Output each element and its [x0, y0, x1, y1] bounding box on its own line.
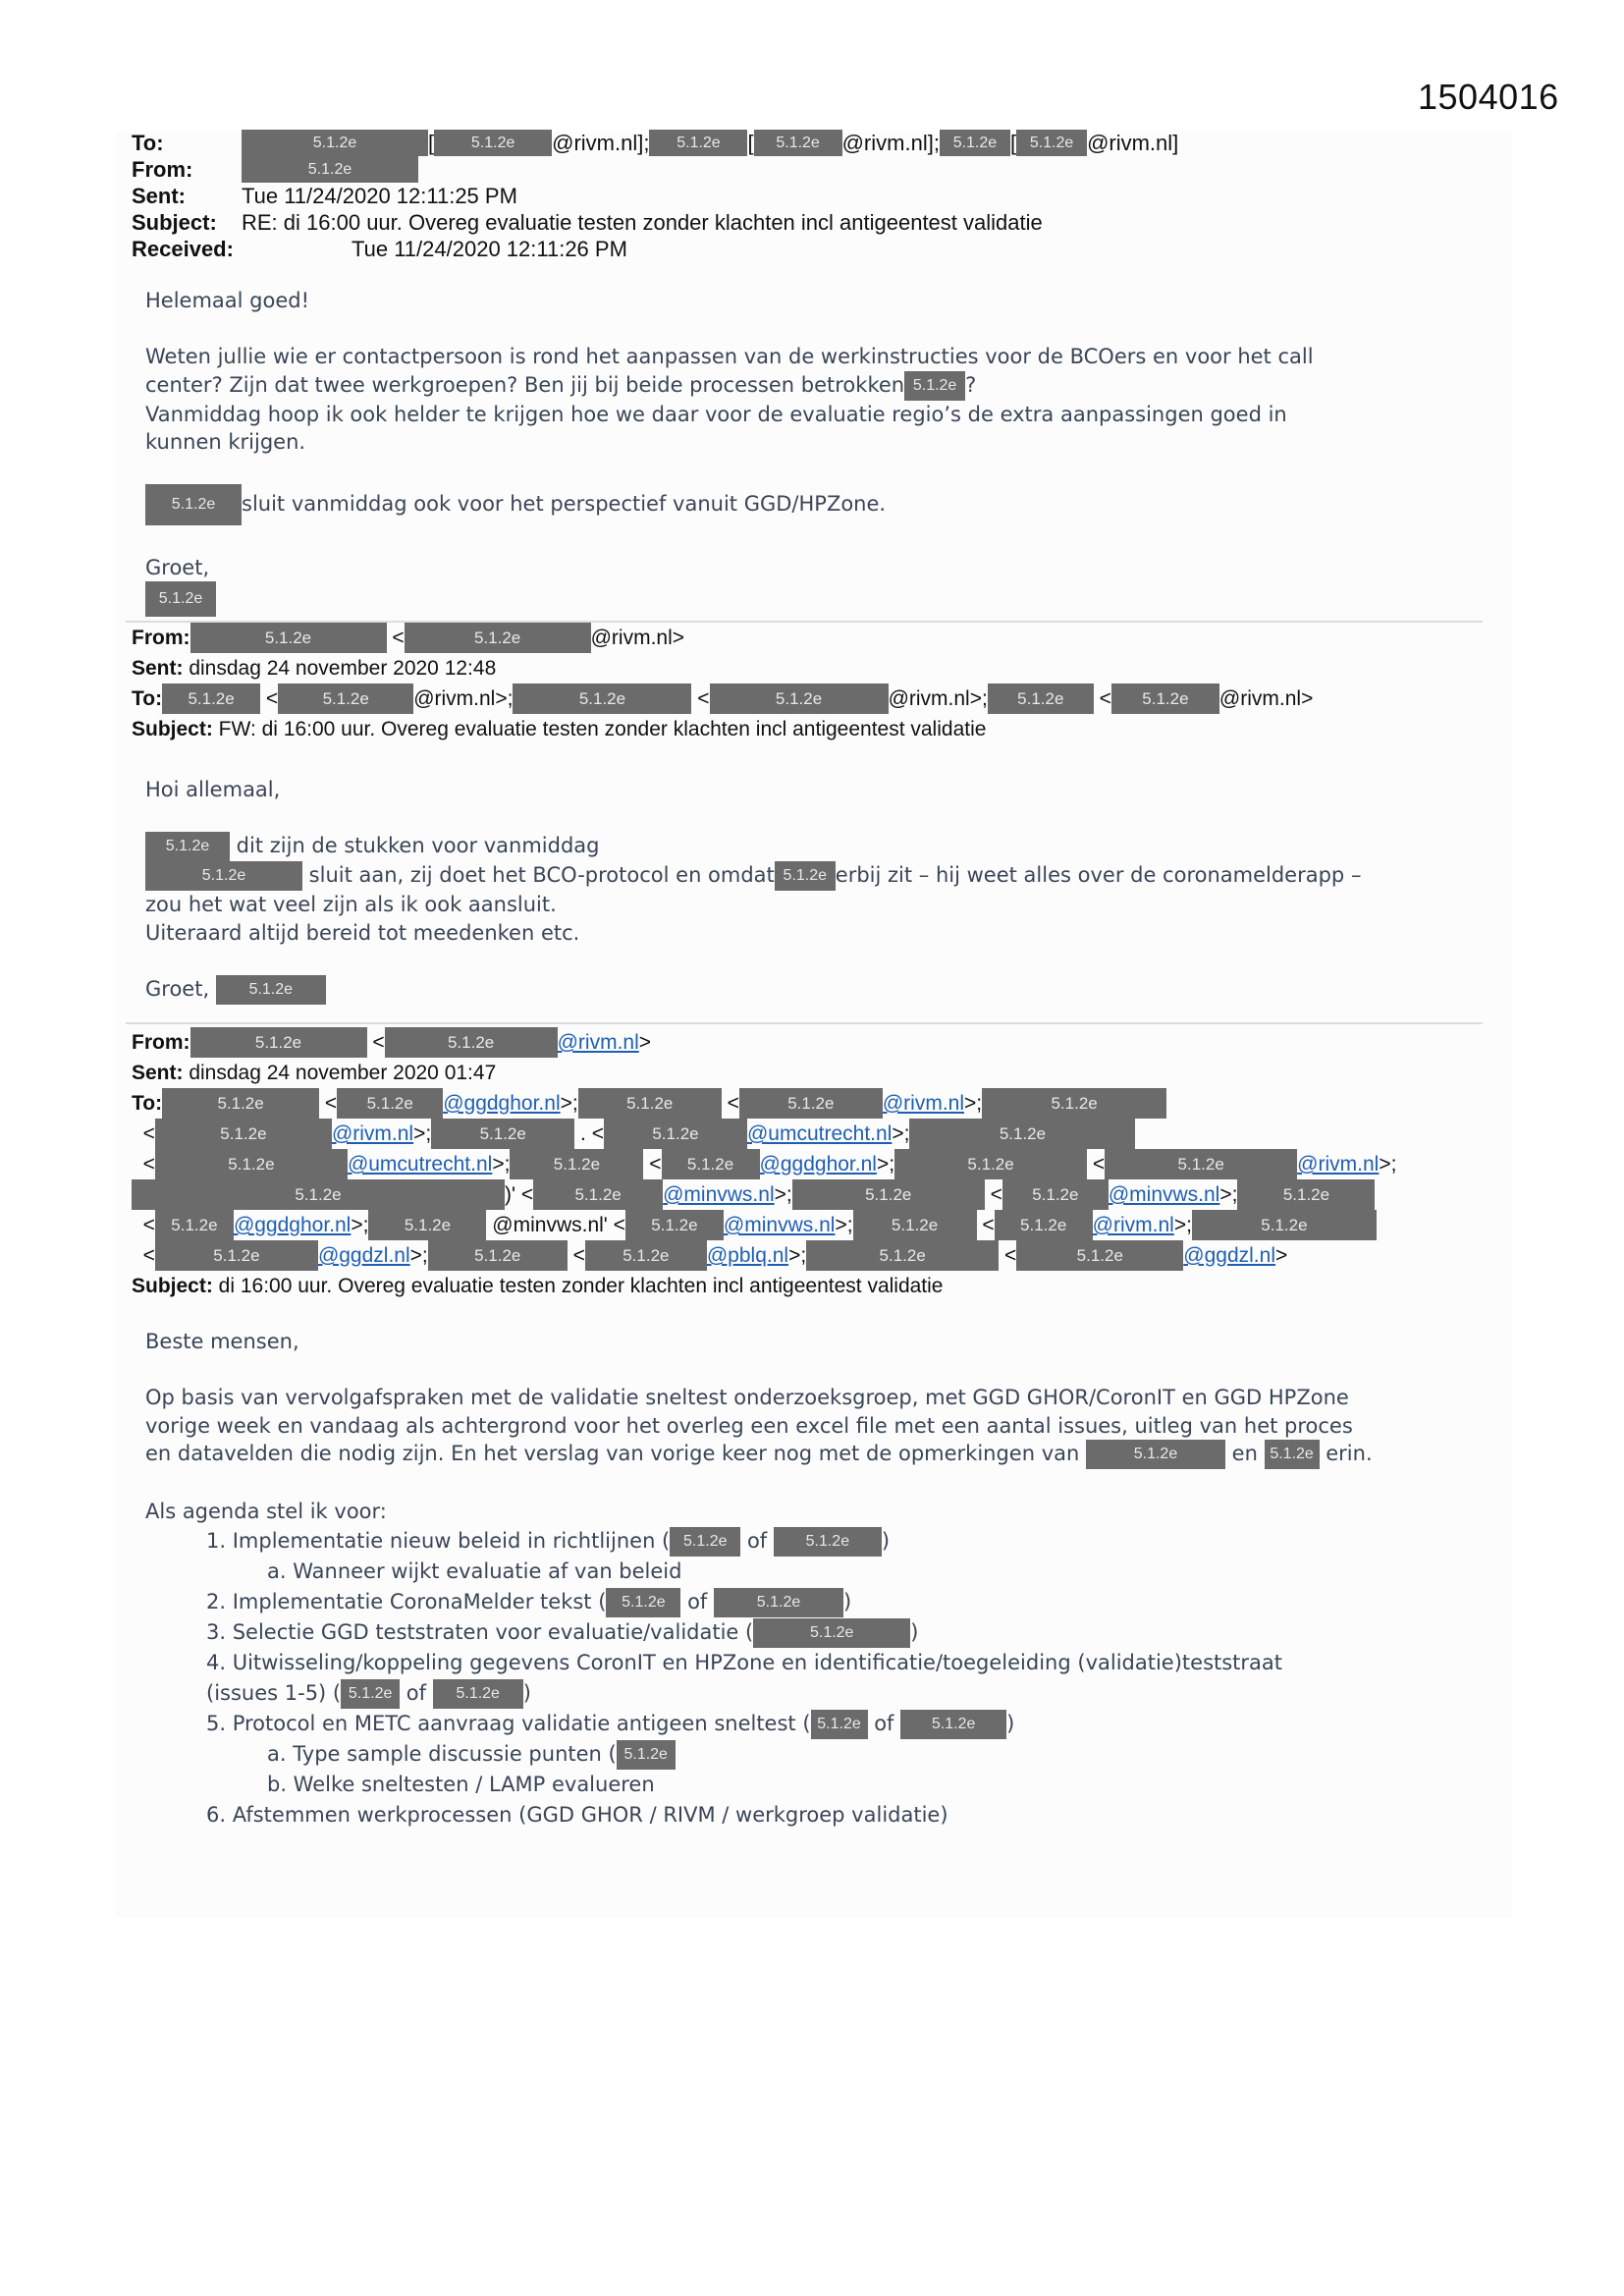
header-row — [132, 623, 1313, 653]
email-link[interactable]: @ggdghor.nl — [443, 1092, 561, 1115]
body-line — [145, 891, 1361, 919]
redaction-box: 5.1.2e — [341, 1679, 400, 1709]
redaction-box: 5.1.2e — [578, 1088, 722, 1119]
text-segment: >; — [964, 1092, 983, 1115]
sent-label: Sent: — [132, 184, 186, 208]
redaction-box: 5.1.2e — [155, 1149, 348, 1179]
text-segment: Vanmiddag hoop ik ook helder te krijgen hoe we daar voor de evaluatie regio’s de extra aanpassingen goed in — [145, 402, 1287, 426]
text-segment: sluit vanmiddag ook voor het perspectief vanuit GGD/HPZone. — [242, 492, 887, 516]
text-segment: of — [680, 1590, 714, 1613]
text-segment: 5. Protocol en METC aanvraag validatie antigeen sneltest ( — [206, 1712, 811, 1735]
redaction-box: 5.1.2e — [1192, 1210, 1377, 1240]
redaction-box: 5.1.2e — [405, 623, 591, 653]
redaction-box: 5.1.2e — [792, 1179, 985, 1210]
body-line — [145, 1469, 1373, 1498]
text-segment: >; — [413, 1122, 432, 1145]
text-segment: ) — [1006, 1712, 1015, 1735]
redaction-box: 5.1.2e — [775, 861, 836, 891]
agenda-item — [145, 1617, 1282, 1648]
text-segment: FW: di 16:00 uur. Overeg evaluatie testen zonder klachten incl antigeentest validatie — [212, 718, 987, 740]
redaction-box: 5.1.2e — [754, 130, 842, 156]
email-link[interactable]: @pblq.nl — [706, 1244, 789, 1267]
redaction-box: 5.1.2e — [434, 130, 552, 156]
text-segment: [ — [1009, 131, 1017, 155]
received-label: Received: — [132, 237, 234, 261]
redaction-box: 5.1.2e — [155, 1240, 318, 1271]
redaction-box: 5.1.2e — [145, 581, 216, 617]
sent-value: Tue 11/24/2020 12:11:25 PM — [242, 184, 517, 208]
received-value: Tue 11/24/2020 12:11:26 PM — [352, 237, 627, 261]
body-line — [145, 1440, 1373, 1469]
body-line — [145, 832, 1361, 861]
agenda-item — [145, 1648, 1282, 1678]
from-sender — [242, 156, 418, 183]
redaction-box: 5.1.2e — [162, 1088, 319, 1119]
redaction-box: 5.1.2e — [337, 1088, 443, 1119]
agenda-item — [145, 1739, 1282, 1770]
text-segment: dinsdag 24 november 2020 01:47 — [183, 1062, 497, 1084]
text-segment: @rivm.nl] — [1087, 131, 1179, 155]
body-line — [145, 371, 1314, 401]
header-row — [132, 653, 1313, 683]
text-segment: vorige week en vandaag als achtergrond voor het overleg een excel file met een aantal issues, uitleg van het proces — [145, 1413, 1353, 1438]
body-line — [145, 1384, 1373, 1412]
email-link[interactable]: @ggdzl.nl — [1183, 1244, 1275, 1267]
email-link[interactable]: @rivm.nl — [331, 1122, 414, 1145]
text-segment: 3. Selectie GGD teststraten voor evaluatie/validatie ( — [206, 1620, 754, 1644]
redaction-box: 5.1.2e — [904, 371, 965, 401]
text-segment: of — [740, 1529, 774, 1553]
text-segment: Hoi allemaal, — [145, 778, 281, 801]
text-segment: @rivm.nl]; — [841, 131, 940, 155]
redaction-box: 5.1.2e — [132, 1179, 505, 1210]
text-segment: @rivm.nl]; — [552, 131, 650, 155]
text-segment: < — [1093, 687, 1111, 710]
body-line — [145, 1412, 1373, 1441]
text-segment: di 16:00 uur. Overeg evaluatie testen zonder klachten incl antigeentest validatie — [212, 1275, 944, 1297]
text-segment: Op basis van vervolgafspraken met de validatie sneltest onderzoeksgroep, met GGD GHOR/CoronIT en GGD HPZone — [145, 1386, 1349, 1409]
text-segment: 4. Uitwisseling/koppeling gegevens CoronIT en HPZone en identificatie/toegeleiding (validatie)teststraat — [206, 1651, 1283, 1674]
text-segment: >; — [788, 1244, 807, 1267]
text-segment: Uiteraard altijd bereid tot meedenken etc. — [145, 920, 580, 945]
body-line — [145, 947, 1361, 975]
redaction-box: 5.1.2e — [533, 1179, 663, 1210]
text-segment: < — [976, 1214, 995, 1236]
text-segment: @rivm.nl> — [590, 627, 685, 649]
redaction-box: 5.1.2e — [216, 975, 326, 1005]
text-segment: a. Wanneer wijkt evaluatie af van beleid — [267, 1559, 682, 1583]
redaction-box: 5.1.2e — [162, 683, 260, 714]
email-link[interactable]: @minvws.nl — [723, 1214, 836, 1236]
body-line — [145, 343, 1314, 371]
text-segment: < — [984, 1183, 1002, 1206]
header-row — [132, 683, 1313, 714]
text-segment: @rivm.nl>; — [888, 687, 988, 710]
email-link[interactable]: @minvws.nl — [663, 1183, 775, 1206]
email-link[interactable]: @rivm.nl — [1092, 1214, 1174, 1236]
email-link[interactable]: @rivm.nl — [882, 1092, 964, 1115]
header-row — [132, 1088, 1396, 1119]
redaction-box: 5.1.2e — [894, 1149, 1087, 1179]
text-segment: (issues 1-5) ( — [206, 1681, 342, 1705]
body-line — [145, 975, 1361, 1005]
body-line — [145, 401, 1314, 429]
body-line — [145, 1498, 1373, 1526]
text-segment: >; — [1379, 1153, 1397, 1175]
redaction-box: 5.1.2e — [433, 1679, 523, 1709]
text-segment: Helemaal goed! — [145, 289, 310, 312]
text-segment: >; — [892, 1122, 910, 1145]
header-row — [132, 1149, 1396, 1179]
redaction-box: 5.1.2e — [806, 1240, 999, 1271]
from-label: From: — [132, 157, 193, 182]
body-line — [145, 525, 1314, 554]
text-segment: < — [691, 687, 710, 710]
text-segment: >; — [1173, 1214, 1192, 1236]
redaction-box: 5.1.2e — [585, 1240, 707, 1271]
body-line — [145, 484, 1314, 525]
text-segment: < — [132, 1244, 155, 1267]
redaction-box: 5.1.2e — [513, 683, 691, 714]
header-label: To: — [132, 687, 163, 710]
header-label: To: — [132, 1092, 163, 1115]
text-segment: . < — [574, 1122, 604, 1145]
text-segment: < — [132, 1122, 155, 1145]
text-segment: < — [1087, 1153, 1106, 1175]
text-segment: < — [567, 1244, 585, 1267]
redaction-box: 5.1.2e — [155, 1119, 332, 1149]
redaction-box: 5.1.2e — [428, 1240, 568, 1271]
agenda-item — [145, 1800, 1282, 1831]
redaction-box: 5.1.2e — [710, 683, 889, 714]
text-segment: < — [319, 1092, 338, 1115]
redaction-box: 5.1.2e — [385, 1027, 558, 1058]
header-row — [132, 1210, 1396, 1240]
redaction-box: 5.1.2e — [1002, 1179, 1109, 1210]
text-segment: >; — [835, 1214, 853, 1236]
text-segment: >; — [1219, 1183, 1238, 1206]
text-segment: @rivm.nl> — [1218, 687, 1314, 710]
text-segment: kunnen krijgen. — [145, 430, 306, 454]
text-segment: >; — [774, 1183, 792, 1206]
text-segment: of — [867, 1712, 901, 1735]
text-segment: Groet, — [145, 976, 216, 1001]
text-segment: > — [1274, 1244, 1288, 1267]
page-number: 1504016 — [1418, 77, 1559, 117]
redaction-box: 5.1.2e — [145, 484, 242, 525]
text-segment: Groet, — [145, 555, 210, 579]
email-link[interactable]: @ggdzl.nl — [317, 1244, 410, 1267]
text-segment: >; — [351, 1214, 369, 1236]
header-label: From: — [132, 1031, 190, 1054]
header-row — [132, 1058, 1396, 1088]
redaction-box: 5.1.2e — [988, 683, 1094, 714]
redaction-box: 5.1.2e — [649, 130, 747, 156]
text-segment: >; — [560, 1092, 578, 1115]
subject-value: RE: di 16:00 uur. Overeg evaluatie testen zonder klachten incl antigeentest validatie — [242, 210, 1043, 235]
redaction-box: 5.1.2e — [1237, 1179, 1375, 1210]
email-link[interactable]: @ggdghor.nl — [759, 1153, 877, 1175]
header-label: Sent: — [132, 1062, 184, 1084]
redaction-box: 5.1.2e — [190, 623, 387, 653]
redaction-box: 5.1.2e — [625, 1210, 724, 1240]
redaction-box: 5.1.2e — [242, 130, 428, 156]
text-segment: Beste mensen, — [145, 1330, 299, 1353]
message-2-body — [145, 776, 1361, 1005]
text-segment: @minvws.nl' < — [486, 1214, 625, 1236]
text-segment: Weten jullie wie er contactpersoon is rond het aanpassen van de werkinstructies voor de BCOers en voor het call — [145, 345, 1314, 368]
redaction-box: 5.1.2e — [739, 1088, 883, 1119]
subject-label: Subject: — [132, 210, 217, 235]
text-segment: dinsdag 24 november 2020 12:48 — [183, 657, 497, 680]
email-link[interactable]: @umcutrecht.nl — [347, 1153, 493, 1175]
text-segment: zou het wat veel zijn als ik ook aansluit. — [145, 893, 557, 916]
text-segment: >; — [492, 1153, 511, 1175]
text-segment: ) — [522, 1681, 531, 1705]
text-segment: < — [260, 687, 279, 710]
header-row — [132, 1119, 1396, 1149]
header-label: Subject: — [132, 718, 213, 740]
message-3-body — [145, 1328, 1373, 1525]
text-segment: ) — [881, 1529, 891, 1553]
redaction-box: 5.1.2e — [431, 1119, 574, 1149]
redaction-box: 5.1.2e — [510, 1149, 643, 1179]
text-segment: en datavelden die nodig zijn. En het verslag van vorige keer nog met de opmerkingen van — [145, 1442, 1086, 1465]
body-line — [145, 804, 1361, 833]
text-segment: erin. — [1319, 1442, 1373, 1465]
text-segment: en — [1224, 1442, 1265, 1465]
body-line — [145, 287, 1314, 315]
text-segment: @rivm.nl>; — [413, 687, 514, 710]
redaction-box: 5.1.2e — [242, 156, 418, 183]
header-row — [132, 1179, 1396, 1210]
agenda-item — [145, 1770, 1282, 1800]
body-line — [145, 457, 1314, 485]
agenda-item — [145, 1587, 1282, 1617]
text-segment: ? — [965, 372, 977, 397]
header-row — [132, 1027, 1396, 1058]
header-row — [132, 1240, 1396, 1271]
agenda-item — [145, 1557, 1282, 1587]
email-link[interactable]: @minvws.nl — [1108, 1183, 1220, 1206]
body-line — [145, 428, 1314, 457]
email-link[interactable]: @umcutrecht.nl — [746, 1122, 893, 1145]
body-line — [145, 1328, 1373, 1356]
redaction-box: 5.1.2e — [190, 1027, 367, 1058]
redaction-box: 5.1.2e — [1105, 1149, 1297, 1179]
text-segment: ) — [910, 1620, 919, 1644]
text-segment: < — [999, 1244, 1017, 1267]
redaction-box: 5.1.2e — [670, 1527, 740, 1557]
text-segment: 2. Implementatie CoronaMelder tekst ( — [206, 1590, 607, 1613]
body-line — [145, 919, 1361, 948]
redaction-box: 5.1.2e — [662, 1149, 760, 1179]
message-separator — [126, 1022, 1483, 1024]
text-segment: < — [386, 627, 405, 649]
body-line — [145, 861, 1361, 891]
redaction-box: 5.1.2e — [714, 1588, 843, 1617]
redaction-box: 5.1.2e — [1111, 683, 1219, 714]
email-link[interactable]: @ggdghor.nl — [233, 1214, 352, 1236]
redaction-box: 5.1.2e — [368, 1210, 486, 1240]
text-segment: of — [400, 1681, 433, 1705]
redaction-box: 5.1.2e — [909, 1119, 1135, 1149]
text-segment: [ — [428, 131, 435, 155]
redaction-box: 5.1.2e — [1016, 130, 1087, 156]
agenda-list — [145, 1526, 1282, 1831]
agenda-item — [145, 1709, 1282, 1739]
redaction-box: 5.1.2e — [940, 130, 1010, 156]
header-label: Sent: — [132, 657, 184, 680]
to-label: To: — [132, 131, 164, 155]
header-label: Subject: — [132, 1275, 213, 1297]
text-segment: < — [366, 1031, 385, 1054]
text-segment: < — [643, 1153, 662, 1175]
redaction-box: 5.1.2e — [900, 1710, 1006, 1739]
redaction-box: 5.1.2e — [155, 1210, 234, 1240]
text-segment: dit zijn de stukken voor vanmiddag — [230, 834, 600, 857]
message-1-body — [145, 287, 1314, 617]
text-segment: >; — [876, 1153, 895, 1175]
redaction-box: 5.1.2e — [604, 1119, 747, 1149]
agenda-item — [145, 1678, 1282, 1709]
redaction-box: 5.1.2e — [1086, 1440, 1225, 1469]
text-segment: b. Welke sneltesten / LAMP evalueren — [267, 1773, 655, 1796]
redaction-box: 5.1.2e — [606, 1588, 680, 1617]
body-line — [145, 776, 1361, 804]
header-row — [132, 1271, 1396, 1301]
text-segment: < — [721, 1092, 739, 1115]
text-segment: >; — [409, 1244, 428, 1267]
text-segment: erbij zit – hij weet alles over de coronamelderapp – — [835, 863, 1362, 887]
redaction-box: 5.1.2e — [1016, 1240, 1183, 1271]
agenda-item — [145, 1526, 1282, 1557]
body-line — [145, 554, 1314, 582]
redaction-box: 5.1.2e — [278, 683, 413, 714]
redaction-box: 5.1.2e — [753, 1618, 910, 1648]
redaction-box: 5.1.2e — [145, 832, 230, 861]
text-segment: )' < — [505, 1183, 534, 1206]
email-link[interactable]: @rivm.nl — [1297, 1153, 1380, 1175]
text-segment: ) — [843, 1590, 852, 1613]
text-segment: [ — [747, 131, 754, 155]
text-segment: < — [132, 1153, 155, 1175]
redaction-box: 5.1.2e — [995, 1210, 1093, 1240]
body-line — [145, 1356, 1373, 1385]
header-row — [132, 714, 1313, 744]
to-recipients — [242, 130, 1178, 156]
message-3-header — [132, 1027, 1396, 1301]
redaction-box: 5.1.2e — [1265, 1440, 1320, 1469]
email-link[interactable]: @rivm.nl — [557, 1031, 639, 1054]
redaction-box: 5.1.2e — [145, 861, 302, 891]
text-segment: 1. Implementatie nieuw beleid in richtlijnen ( — [206, 1529, 671, 1553]
text-segment: < — [132, 1214, 155, 1236]
text-segment: > — [638, 1031, 652, 1054]
text-segment: Als agenda stel ik voor: — [145, 1499, 387, 1523]
text-segment: sluit aan, zij doet het BCO-protocol en omdat — [302, 863, 775, 887]
redaction-box: 5.1.2e — [853, 1210, 977, 1240]
text-segment: center? Zijn dat twee werkgroepen? Ben jij bij beide processen betrokken — [145, 372, 905, 397]
body-line — [145, 581, 1314, 617]
redaction-box: 5.1.2e — [617, 1740, 676, 1770]
redaction-box: 5.1.2e — [774, 1527, 882, 1557]
text-segment: 6. Afstemmen werkprocessen (GGD GHOR / RIVM / werkgroep validatie) — [206, 1803, 948, 1827]
redaction-box: 5.1.2e — [982, 1088, 1166, 1119]
body-line — [145, 315, 1314, 344]
message-2-header — [132, 623, 1313, 744]
redaction-box: 5.1.2e — [811, 1710, 868, 1739]
text-segment: a. Type sample discussie punten ( — [267, 1742, 617, 1766]
header-label: From: — [132, 627, 190, 649]
